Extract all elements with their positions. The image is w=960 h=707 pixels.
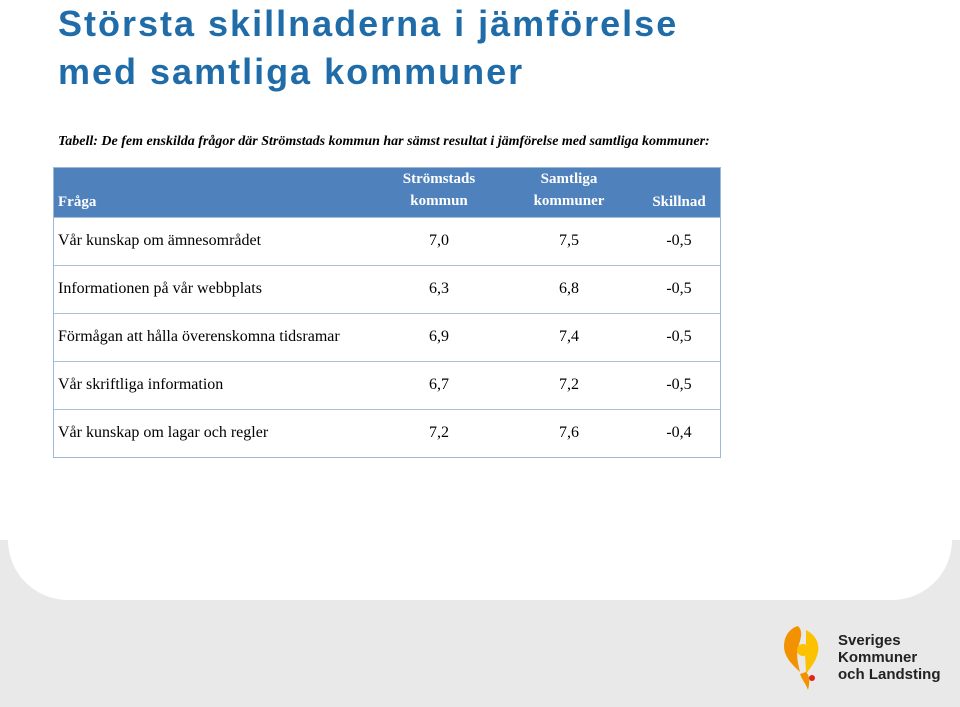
header-all-line2: kommuner <box>533 193 605 209</box>
row-all-value: 7,2 <box>559 376 579 393</box>
row-stromstad-value: 7,2 <box>429 424 449 441</box>
table-row <box>54 361 720 409</box>
comparison-table <box>53 167 721 458</box>
logo-line1: Sveriges <box>838 632 901 649</box>
header-question: Fråga <box>58 194 97 210</box>
header-stromstad-line2: kommun <box>410 193 468 209</box>
row-stromstad-value: 6,7 <box>429 376 449 393</box>
row-difference: -0,5 <box>666 232 692 249</box>
header-stromstad <box>399 168 479 212</box>
header-difference: Skillnad <box>652 194 706 210</box>
table-row <box>54 313 720 361</box>
table-header <box>54 168 720 217</box>
row-all-value: 7,6 <box>559 424 579 441</box>
row-question: Förmågan att hålla överenskomna tidsramar <box>58 328 340 345</box>
row-difference: -0,5 <box>666 280 692 297</box>
table-row <box>54 409 720 457</box>
row-question: Vår kunskap om lagar och regler <box>58 424 269 441</box>
header-all-municipalities <box>524 168 614 212</box>
skl-logo-icon <box>776 620 836 692</box>
header-all-line1: Samtliga <box>540 171 598 187</box>
page-title-line2: med samtliga kommuner <box>58 51 525 92</box>
table-row <box>54 265 720 313</box>
row-question: Informationen på vår webbplats <box>58 280 262 297</box>
row-difference: -0,5 <box>666 328 692 345</box>
row-all-value: 7,4 <box>559 328 579 345</box>
row-all-value: 7,5 <box>559 232 579 249</box>
row-stromstad-value: 6,3 <box>429 280 449 297</box>
row-question: Vår skriftliga information <box>58 376 224 393</box>
page-title <box>58 0 678 96</box>
row-difference: -0,5 <box>666 376 692 393</box>
logo-line2: Kommuner <box>838 649 918 666</box>
header-stromstad-line1: Strömstads <box>402 171 476 187</box>
row-stromstad-value: 7,0 <box>429 232 449 249</box>
row-all-value: 6,8 <box>559 280 579 297</box>
skl-logo-wordmark <box>838 632 941 683</box>
table-row <box>54 217 720 265</box>
row-difference: -0,4 <box>666 424 692 441</box>
footer-curve <box>8 540 952 600</box>
table-caption: Tabell: De fem enskilda frågor där Strömstads kommun har sämst resultat i jämförelse med samtliga kommuner: <box>58 134 710 149</box>
logo-line3: och Landsting <box>838 666 941 683</box>
row-question: Vår kunskap om ämnesområdet <box>58 232 262 249</box>
row-stromstad-value: 6,9 <box>429 328 449 345</box>
page-title-line1: Största skillnaderna i jämförelse <box>58 3 679 44</box>
